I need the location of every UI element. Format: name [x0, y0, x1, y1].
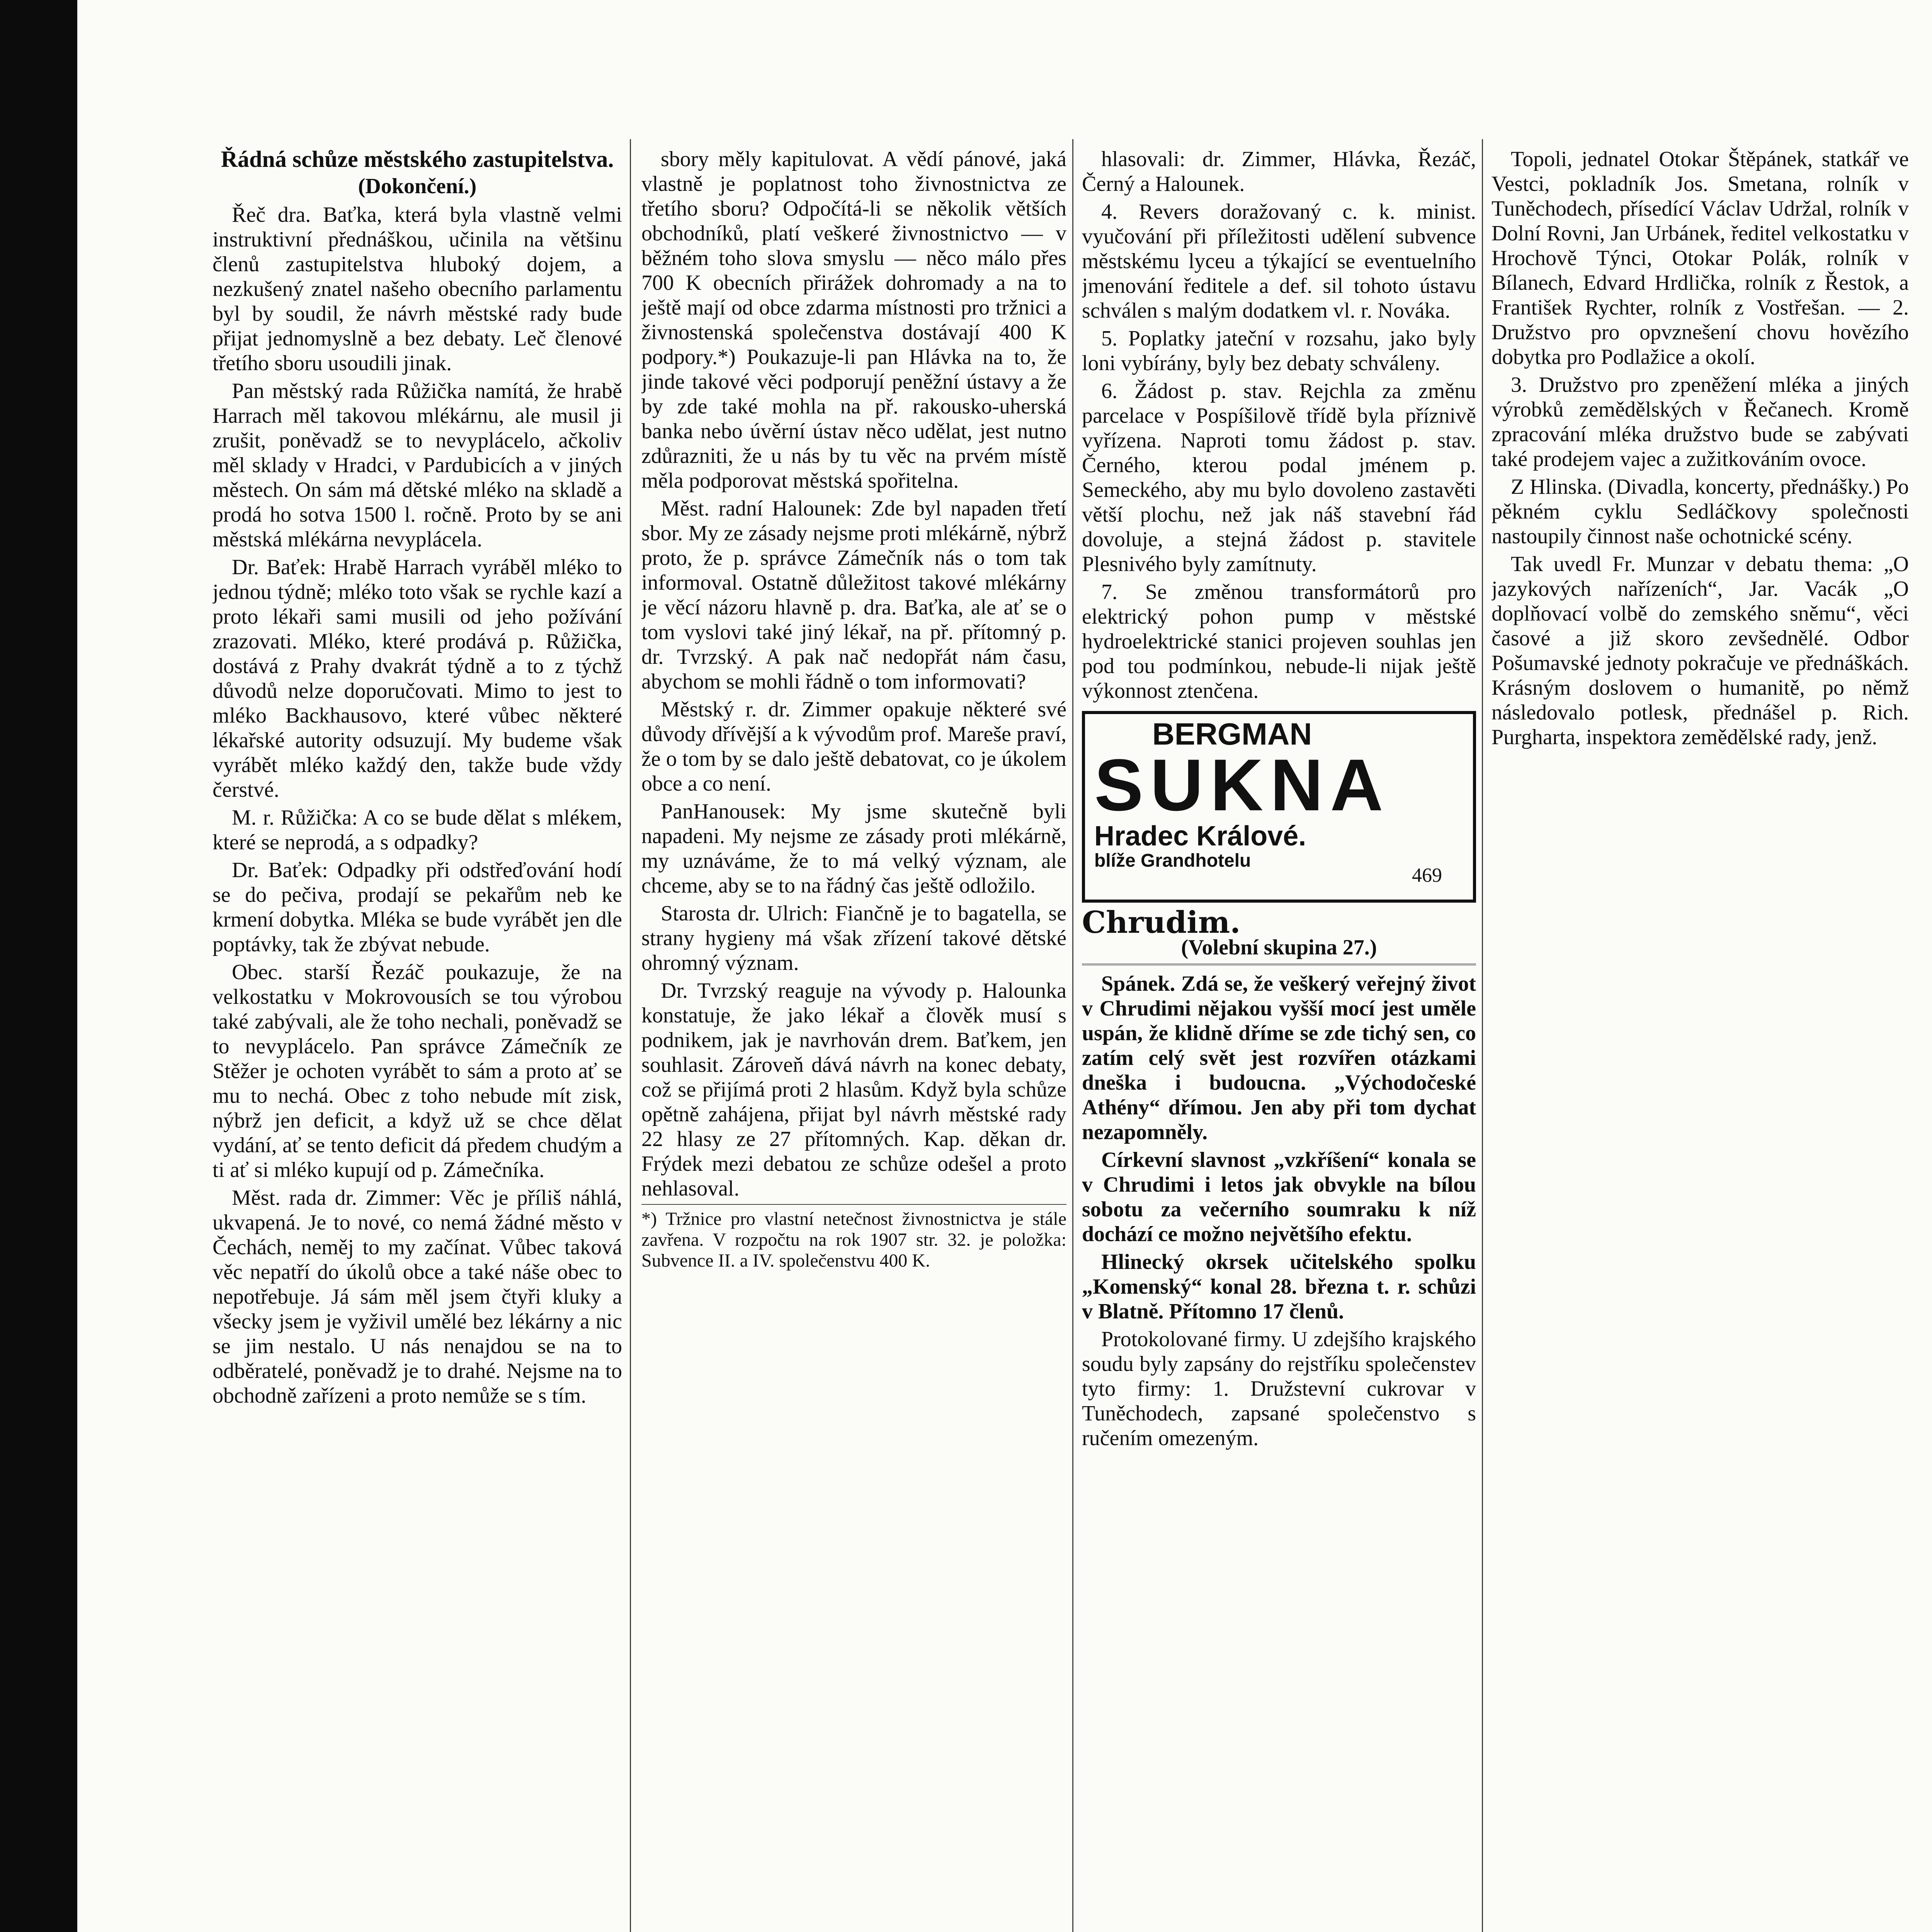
- column-3: [1082, 147, 1476, 1932]
- ad-company-name: BERGMAN: [1152, 717, 1312, 751]
- paragraph: Tak uvedl Fr. Munzar v debatu thema: „O jazykových nařízeních“, Jar. Vacák „O doplňovací volbě do zemského sněmu“, věci časové a již skoro zevšednělé. Odbor Pošumavské jednoty pokračuje ve přednáškách. Krásným doslovem o humanitě, po němž následovalo potlesk, přednášel p. Rich. Purgharta, inspektora zemědělské rady, jenž.: [1492, 552, 1909, 749]
- ad-address: blíže Grandhotelu: [1094, 850, 1251, 871]
- paragraph: 5. Poplatky jateční v rozsahu, jako byly loni vybírány, byly bez debaty schváleny.: [1082, 327, 1476, 375]
- section-subheading: (Volební skupina 27.): [1181, 935, 1377, 959]
- paragraph: 6. Žádost p. stav. Rejchla za změnu parcelace v Pospíšilově třídě byla příznivě vyřízena. Naproti tomu žádost p. stav. Černého, kterou podal jménem p. Semeckého, aby mu bylo dovoleno zastavěti větší plochu, než jak náš stavební řád dovoluje, a stejná žádost p. stavitele Plesnivého byly zamítnuty.: [1082, 379, 1476, 576]
- paragraph: Dr. Baťek: Hrabě Harrach vyráběl mléko to jednou týdně; mléko toto však se rychle kazí a proto lékaři sami musili od jeho požívání zrazovati. Mléko, které prodává p. Růžička, dostává z Prahy dvakrát týdně a to z týchž důvodů nelze doporučovati. Mimo to jest to mléko Backhausovo, které vůbec některé lékařské autority odsuzují. My budeme však vyrábět mléko každý den, takže bude vždy čerstvé.: [213, 555, 622, 802]
- column-rule: [1482, 139, 1483, 1932]
- paragraph: Hlinecký okrsek učitelského spolku „Komenský“ konal 28. března t. r. schůzi v Blatně. Přítomno 17 členů.: [1082, 1250, 1476, 1323]
- paragraph: Starosta dr. Ulrich: Fiančně je to bagatella, se strany hygieny má však zřízení takové dětské ohromný význam.: [641, 901, 1066, 975]
- paragraph: Protokolované firmy. U zdejšího krajského soudu byly zapsány do rejstříku společenstev tyto firmy: 1. Družstevní cukrovar v Tuněchodech, zapsané společenstvo s ručením omezeným.: [1082, 1327, 1476, 1450]
- paragraph: Obec. starší Řezáč poukazuje, že na velkostatku v Mokrovousích se tou výrobou také zabývali, ale že toho nechali, poněvadž se to nevyplácelo. Pan správce Zámečník ze Stěžer je ochoten vyrábět to sám a proto ať se mu to nechá. Obec z toho nebude mít zisk, nýbrž jen deficit, a když už se chce dělat vydání, ať se tento deficit dá předem chudým a ti ať si mléko kupují od p. Zámečníka.: [213, 960, 622, 1182]
- paragraph: Měst. radní Halounek: Zde byl napaden třetí sbor. My ze zásady nejsme proti mlékárně, nýbrž proto, že p. správce Zámečník nás o tom tak informoval. Ostatně důležitost takové mlékárny je věcí názoru hlavně p. dra. Baťka, ale ať se o tom vyslovi také jiný lékař, na př. přítomný p. dr. Tvrzský. A pak nač nedopřát nám času, abychom se mohli řádně o tom informovati?: [641, 497, 1066, 694]
- paragraph: 3. Družstvo pro zpeněžení mléka a jiných výrobků zemědělských v Řečanech. Kromě zpracování mléka družstvo bude se zabývati také prodejem vajec a zužitkováním ovoce.: [1492, 373, 1909, 471]
- paragraph: sbory měly kapitulovat. A vědí pánové, jaká vlastně je poplatnost toho živnostnictva ze třetího sboru? Odpočítá-li se několik větších obchodníků, platí veškeré živnostnictvo — v běžném toho slova smyslu — něco málo přes 700 K obecních přirážek dohromady a na to ještě mají od obce zdarma místnosti pro tržnici a živnostenská společenstva dostávají 400 K podpory.*) Poukazuje-li pan Hlávka na to, že jinde takové věci podporují peněžní ústavy a že by zde také mohla na př. rakousko-uherská banka nebo úvěrní ústav něco udělat, jest nutno zdůrazniti, že u nás by tu věc na prvém místě měla podporovat městská spořitelna.: [641, 147, 1066, 493]
- paragraph: Z Hlinska. (Divadla, koncerty, přednášky.) Po pěkném cyklu Sedláčkovy společnosti nastoupily činnost naše ochotnické scény.: [1492, 475, 1909, 548]
- ad-product: SUKNA: [1094, 744, 1390, 826]
- column-rule: [630, 139, 631, 1932]
- column-1: [213, 147, 622, 1932]
- article-subheading: (Dokončení.): [358, 174, 477, 198]
- advertisement-box: [1082, 711, 1476, 903]
- paragraph: Dr. Baťek: Odpadky při odstřeďování hodí se do pečiva, prodají se pekařům neb ke krmení dobytka. Mléka se bude vyrábět jen dle poptávky, tak že zbývat nebude.: [213, 858, 622, 956]
- paragraph: M. r. Růžička: A co se bude dělat s mlékem, které se neprodá, a s odpadky?: [213, 806, 622, 854]
- paragraph: Církevní slavnost „vzkříšení“ konala se v Chrudimi i letos jak obvykle na bílou sobotu za večerního soumraku k níž dochází ce možno největšího efektu.: [1082, 1148, 1476, 1246]
- paragraph: 4. Revers doražovaný c. k. minist. vyučování při příležitosti udělení subvence městskému lyceu a týkající se eventuelního jmenování ředitele a def. sil tohoto ústavu schválen s malým dodatkem vl. r. Nováka.: [1082, 200, 1476, 323]
- footnote: *) Tržnice pro vlastní netečnost živnostnictva je stále zavřena. V rozpočtu na rok 1907 str. 32. je položka: Subvence II. a IV. společenstvu 400 K.: [641, 1204, 1066, 1271]
- paragraph: Topoli, jednatel Otokar Štěpánek, statkář ve Vestci, pokladník Jos. Smetana, rolník v Tuněchodech, přísedící Václav Udržal, rolník v Dolní Rovni, Jan Urbánek, ředitel velkostatku v Hrochově Týnci, Otokar Polák, rolník v Bílanech, Edvard Hrdlička, rolník z Řestok, a František Rychter, rolník z Vostřešan. — 2. Družstvo pro opvznešení chovu hovězího dobytka pro Podlažice a okolí.: [1492, 147, 1909, 369]
- paragraph: hlasovali: dr. Zimmer, Hlávka, Řezáč, Černý a Halounek.: [1082, 147, 1476, 196]
- paragraph: 7. Se změnou transformátorů pro elektrický pohon pump v městské hydroelektrické stanici projeven souhlas jen pod tou podmínkou, nebude-li nijak ještě výkonnost ztenčena.: [1082, 580, 1476, 703]
- paragraph: Pan městský rada Růžička namítá, že hrabě Harrach měl takovou mlékárnu, ale musil ji zrušit, poněvadž se to nevyplácelo, ačkoliv měl sklady v Hradci, v Pardubicích a v jiných městech. On sám má dětské mléko na skladě a prodá ho sotva 1500 l. ročně. Proto by se ani městská mlékárna nevyplácela.: [213, 379, 622, 551]
- section-heading-chrudim: Chrudim.: [1082, 905, 1241, 940]
- paragraph: PanHanousek: My jsme skutečně byli napadeni. My nejsme ze zásady proti mlékárně, my uznáváme, že to má velký význam, ale chceme, aby se to na řádný čas ještě odložilo.: [641, 799, 1066, 898]
- ad-city: Hradec Králové.: [1094, 821, 1306, 852]
- column-rule: [1072, 139, 1073, 1932]
- column-2: [641, 147, 1066, 1932]
- section-divider: [1082, 964, 1476, 969]
- paragraph: Měst. rada dr. Zimmer: Věc je příliš náhlá, ukvapená. Je to nové, co nemá žádné město v Čechách, neměj to my začínat. Vůbec taková věc nepatří do úkolů obce a také náše obec to nepotřebuje. Já sám měl jsem čtyři kluky a všecky jsem je vyživil umělé bez lékárny a nic se jim nestalo. U nás nenajdou se na to odběratelé, poněvadž je to drahé. Nejsme na to obchodně zařízeni a proto nemůže se s tím.: [213, 1186, 622, 1408]
- article-heading: Řádná schůze městského zastupitelstva.: [221, 147, 614, 172]
- paragraph: Dr. Tvrzský reaguje na vývody p. Halounka konstatuje, že jako lékař a člověk musí s podnikem, jak je navrhován drem. Baťkem, jen souhlasit. Zároveň dává návrh na konec debaty, což se přijímá proti 2 hlasům. Když byla schůze opětně zahájena, přijat byl návrh městské rady 22 hlasy ze 27 přítomných. Kap. děkan dr. Frýdek mezi debatou ze schůze odešel a proto nehlasoval.: [641, 979, 1066, 1201]
- paragraph: Spánek. Zdá se, že veškerý veřejný život v Chrudimi nějakou vyšší mocí jest uměle uspán, že klidně dříme se zde tichý sen, co zatím celý svět jest rozvířen otázkami dneška i budoucna. „Východočeské Athény“ dřímou. Jen aby při tom dychat nezapomněly.: [1082, 972, 1476, 1144]
- ad-number: 469: [1412, 864, 1442, 886]
- paragraph: Městský r. dr. Zimmer opakuje některé své důvody dřívější a k vývodům prof. Mareše praví, že o tom by se dalo ještě debatovat, co je úkolem obce a co není.: [641, 697, 1066, 796]
- paragraph: Řeč dra. Baťka, která byla vlastně velmi instruktivní přednáškou, učinila na většinu členů zastupitelstva hluboký dojem, a nezkušený znatel našeho obecního parlamentu byl by soudil, že návrh městské rady bude přijat jednomyslně a bez debaty. Leč členové třetího sboru usoudili jinak.: [213, 203, 622, 375]
- column-4: [1492, 147, 1909, 1932]
- scan-dark-edge: [0, 0, 77, 1932]
